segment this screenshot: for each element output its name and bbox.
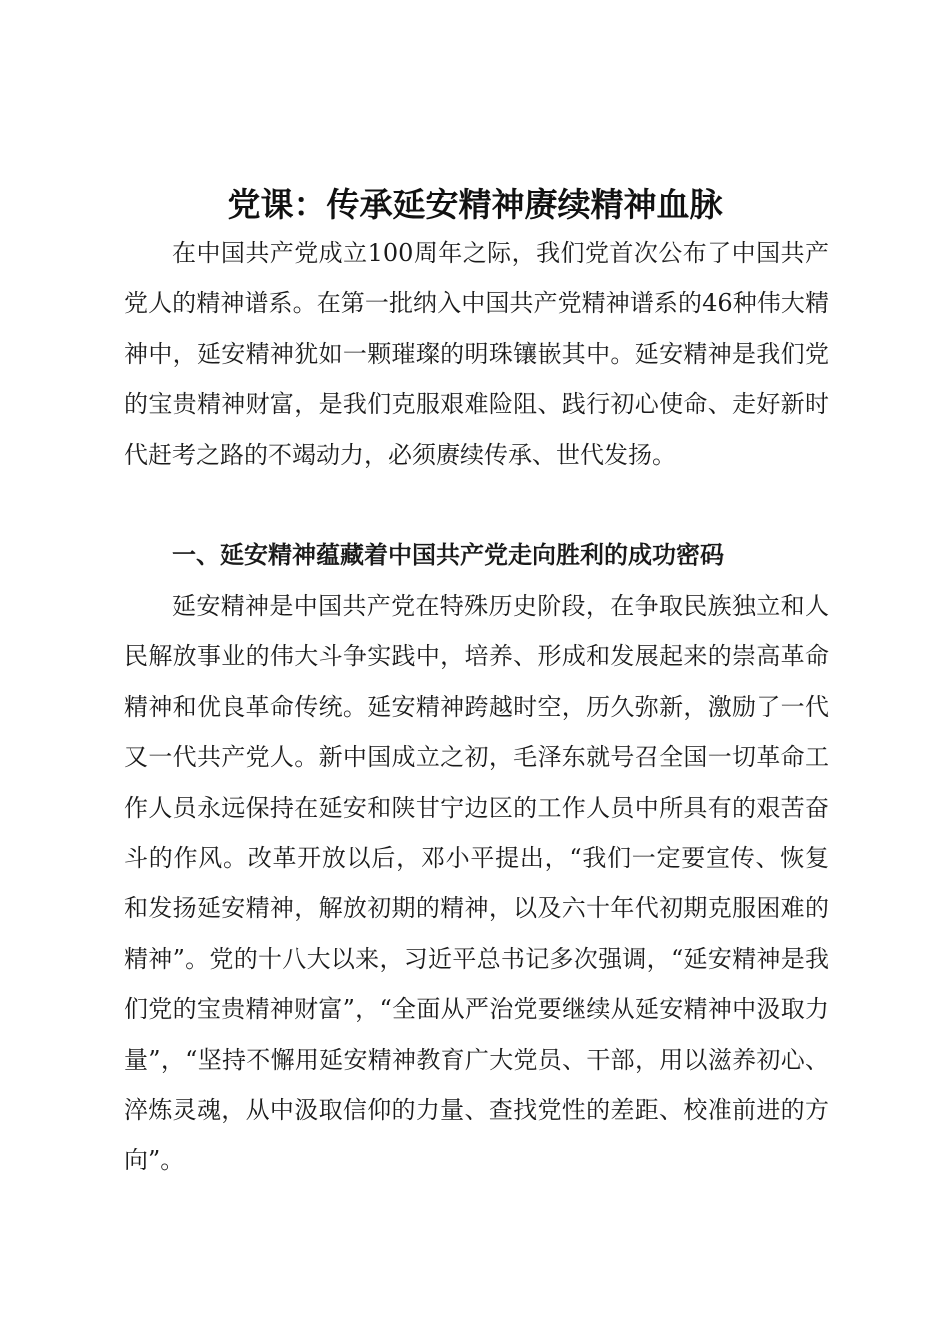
section-1-heading: 一、延安精神蕴藏着中国共产党走向胜利的成功密码: [172, 541, 724, 569]
section-1-paragraph: 延安精神是中国共产党在特殊历史阶段，在争取民族独立和人民解放事业的伟大斗争实践中，培养、形成和发展起来的崇高革命精神和优良革命传统。延安精神跨越时空，历久弥新，激励了一代又一代共产党人。新中国成立之初，毛泽东就号召全国一切革命工作人员永远保持在延安和陕甘宁边区的工作人员中所具有的艰苦奋斗的作风。改革开放以后，邓小平提出，“我们一定要宣传、恢复和发扬延安精神，解放初期的精神，以及六十年代初期克服困难的精神”。党的十八大以来，习近平总书记多次强调，“延安精神是我们党的宝贵精神财富”，“全面从严治党要继续从延安精神中汲取力量”，“坚持不懈用延安精神教育广大党员、干部，用以滋养初心、淬炼灵魂，从中汲取信仰的力量、查找党性的差距、校准前进的方向”。: [124, 592, 829, 1175]
intro-section: [124, 228, 829, 480]
document-title: 党课：传承延安精神赓续精神血脉: [227, 185, 723, 224]
section-1-body: [124, 581, 829, 1186]
intro-paragraph: 在中国共产党成立100周年之际，我们党首次公布了中国共产党人的精神谱系。在第一批纳入中国共产党精神谱系的46种伟大精神中，延安精神犹如一颗璀璨的明珠镶嵌其中。延安精神是我们党的宝贵精神财富，是我们克服艰难险阻、践行初心使命、走好新时代赶考之路的不竭动力，必须赓续传承、世代发扬。: [124, 239, 829, 469]
